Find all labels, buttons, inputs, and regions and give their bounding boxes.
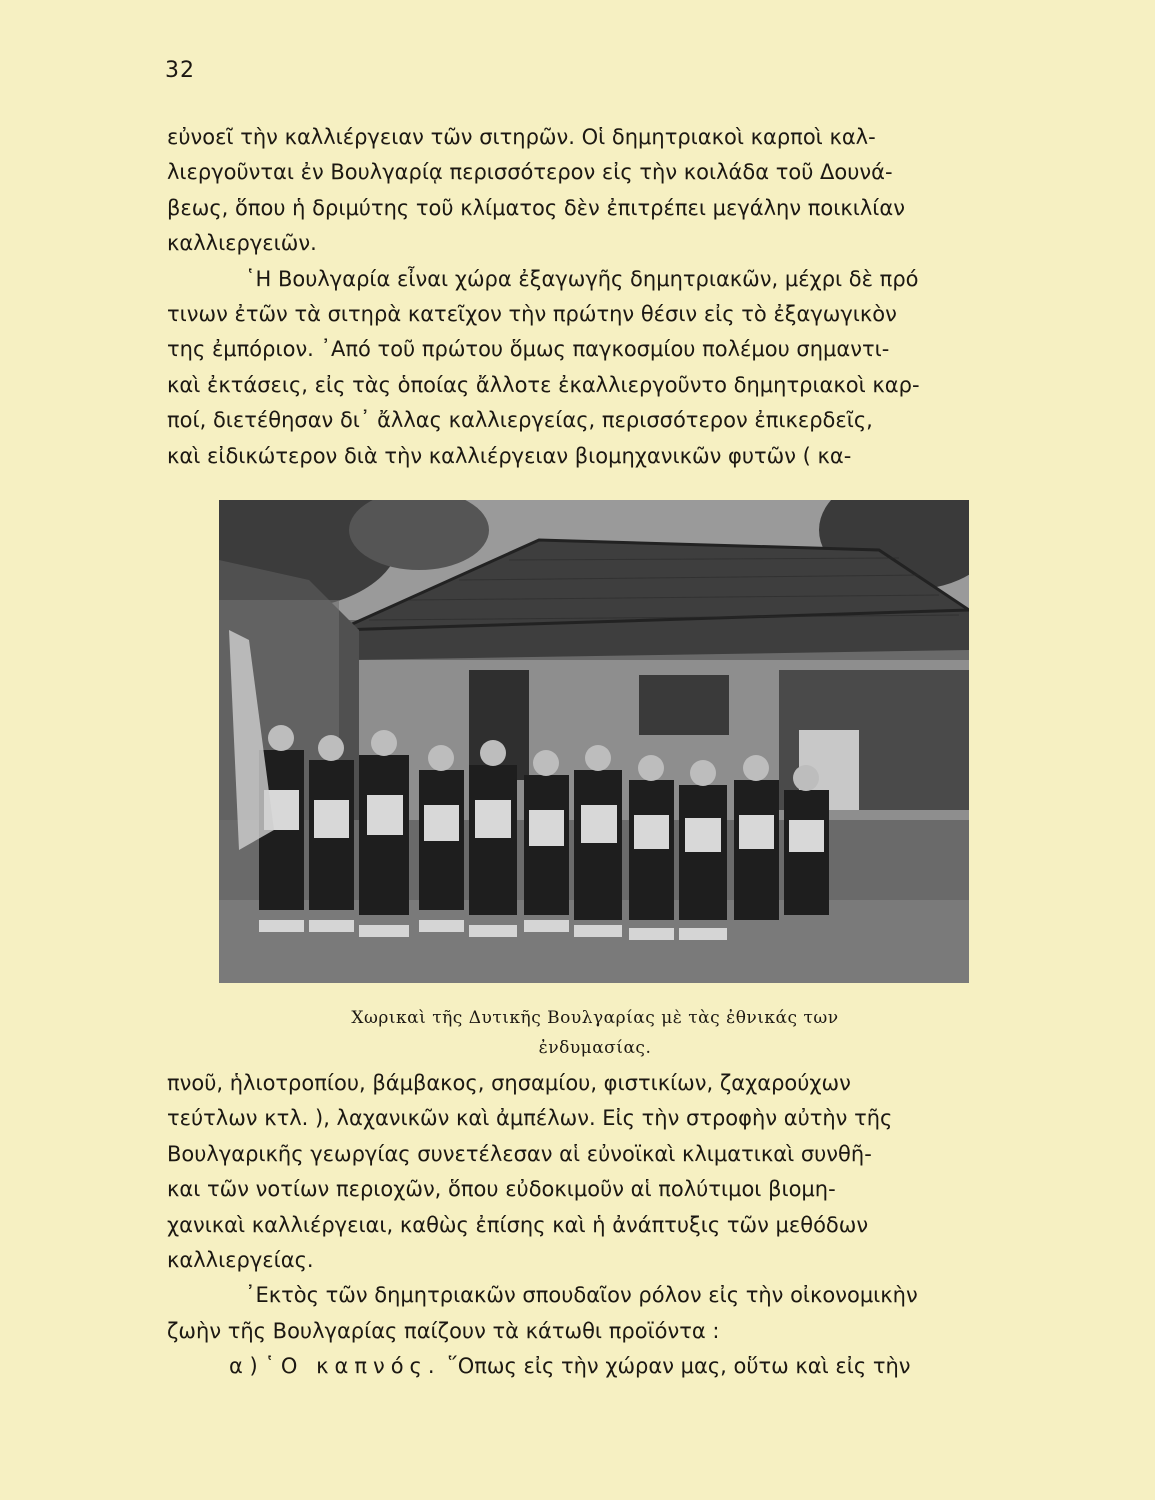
list-marker: α ) bbox=[229, 1354, 258, 1379]
paragraph-2-continued: πνοῦ, ἡλιοτροπίου, βάμβακος, σησαμίου, φιστικίων, ζαχαρούχων τεύτλων κτλ. ), λαχανικῶν καὶ ἀμπέλων. Εἰς τὴν στροφὴν αὐτὴν τῆς Βουλγαρικῆς γεωργίας συνετέλεσαν αἱ εὐνοϊκαὶ κλιματικαὶ συνθῆ- και τῶν νοτίων περιοχῶν, ὅπου εὐδοκιμοῦν αἱ πολύτιμοι βιομη- χανικαὶ καλλιέργειαι, καθὼς ἐπίσης καὶ ἡ ἀνάπτυξις τῶν μεθόδων καλλιεργείας. bbox=[167, 1071, 893, 1273]
village-women-photo bbox=[219, 500, 969, 983]
caption-line-1: Χωρικαὶ τῆς Δυτικῆς Βουλγαρίας μὲ τὰς ἐθνικάς των bbox=[351, 1008, 839, 1028]
paragraph-2: ῾Η Βουλγαρία εἶναι χώρα ἐξαγωγῆς δημητριακῶν, μέχρι δὲ πρό τινων ἐτῶν τὰ σιτηρὰ κατεῖχον τὴν πρώτην θέσιν εἰς τὸ ἐξαγωγικὸν της ἐμπόριον. ᾿Από τοῦ πρώτου ὅμως παγκοσμίου πολέμου σημαντι- καὶ ἐκτάσεις, εἰς τὰς ὁποίας ἄλλοτε ἐκαλλιεργοῦντο δημητριακοὶ καρ- ποί, διετέθησαν δι᾽ ἄλλας καλλιεργείας, περισσότερον ἐπικερδεῖς, καὶ εἰδικώτερον διὰ τὴν καλλιέργειαν βιομηχανικῶν φυτῶν ( κα- bbox=[167, 266, 920, 468]
caption-line-2: ἐνδυμασίας. bbox=[538, 1038, 652, 1058]
paragraph-3: ᾿Εκτὸς τῶν δημητριακῶν σπουδαῖον ρόλον εἰς τὴν οἰκονομικὴν ζωὴν τῆς Βουλγαρίας παίζουν τὰ κάτωθι προϊόντα : bbox=[167, 1283, 918, 1343]
list-item-tobacco bbox=[167, 1349, 1023, 1384]
list-term: ῾Ο καπνός. bbox=[264, 1354, 441, 1379]
figure-caption bbox=[240, 1003, 950, 1063]
photograph bbox=[219, 500, 969, 983]
text-block-top bbox=[167, 120, 1023, 474]
text-block-bottom bbox=[167, 1066, 1023, 1385]
list-text: ῞Οπως εἰς τὴν χώραν μας, οὕτω καὶ εἰς τὴν bbox=[447, 1354, 911, 1379]
page-number: 32 bbox=[165, 58, 195, 83]
paragraph-1: εὐνοεῖ τὴν καλλιέργειαν τῶν σιτηρῶν. Οἱ δημητριακοὶ καρποὶ καλ- λιεργοῦνται ἐν Βουλγαρίᾳ περισσότερον εἰς τὴν κοιλάδα τοῦ Δουνά- βεως, ὅπου ἡ δριμύτης τοῦ κλίματος δὲν ἐπιτρέπει μεγάλην ποικιλίαν καλλιεργειῶν. bbox=[167, 125, 905, 256]
